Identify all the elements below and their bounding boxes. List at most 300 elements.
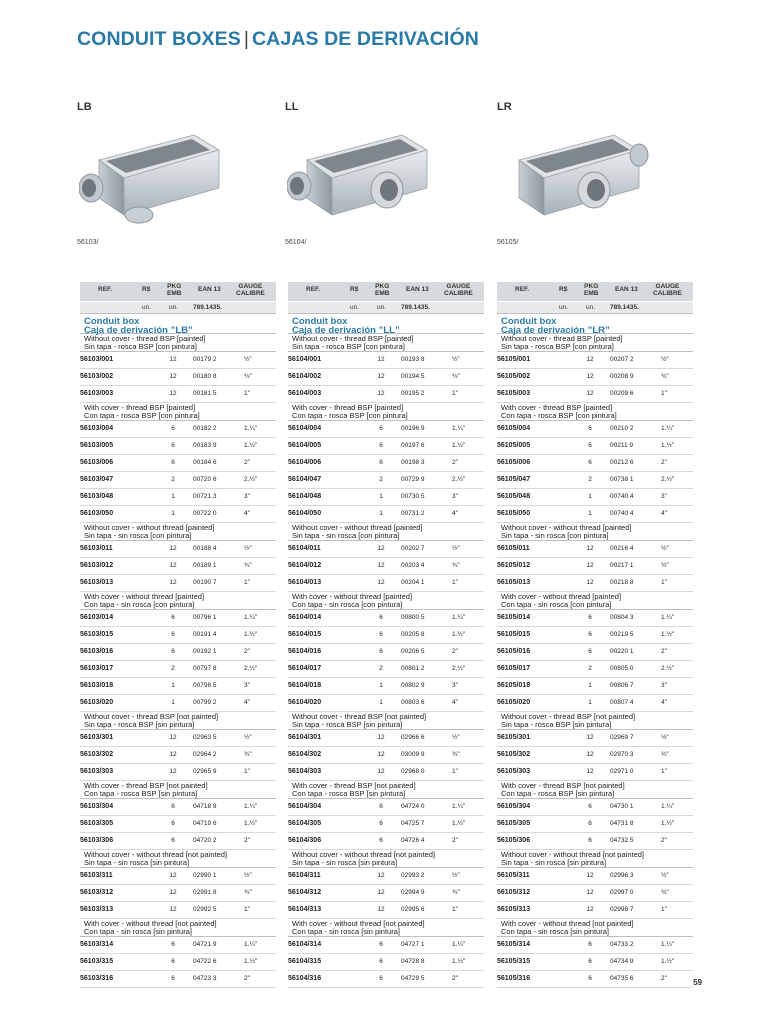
unit-pkg: un. — [586, 304, 596, 311]
gauge-size: 1.½" — [452, 958, 466, 965]
package-qty: 2 — [588, 665, 592, 672]
table-row — [80, 489, 276, 506]
ref-code: 56105/020 — [497, 699, 531, 706]
table-row — [80, 610, 276, 627]
package-qty: 6 — [588, 459, 592, 466]
group-desc-en: With cover - without thread [painted] — [501, 592, 622, 601]
ref-code: 56104/003 — [288, 390, 322, 397]
ref-code: 56105/016 — [497, 648, 531, 655]
table-row — [288, 661, 484, 678]
gauge-size: 1" — [244, 390, 250, 397]
ref-code: 56103/306 — [80, 837, 114, 844]
ref-code: 56103/015 — [80, 631, 114, 638]
ref-code: 56103/314 — [80, 941, 114, 948]
gauge-size: ¾" — [244, 889, 252, 896]
ref-code: 56104/002 — [288, 373, 322, 380]
ref-code: 56103/005 — [80, 442, 114, 449]
ref-code: 56103/301 — [80, 734, 114, 741]
table-row — [288, 438, 484, 455]
ean-code: 00805 0 — [610, 665, 634, 672]
ean-code: 00803 6 — [401, 699, 425, 706]
ref-code: 56105/002 — [497, 373, 531, 380]
package-qty: 12 — [586, 889, 594, 896]
ean-code: 04732 5 — [610, 837, 634, 844]
group-desc-es: Sin tapa - rosca BSP [sin pintura] — [501, 720, 612, 729]
photo-reference: 56104/ — [285, 239, 307, 246]
gauge-size: 1.¼" — [452, 425, 466, 432]
package-qty: 12 — [377, 734, 385, 741]
table-row — [80, 816, 276, 833]
package-qty: 12 — [169, 768, 177, 775]
ean-code: 00740 4 — [610, 510, 634, 517]
ref-code: 56105/001 — [497, 356, 531, 363]
package-qty: 6 — [171, 648, 175, 655]
ref-code: 56105/315 — [497, 958, 531, 965]
price-table — [497, 282, 693, 988]
gauge-size: 1.¼" — [661, 941, 675, 948]
package-qty: 6 — [588, 442, 592, 449]
table-row — [80, 971, 276, 988]
table-units-row — [80, 302, 276, 314]
table-row — [497, 369, 693, 386]
ref-code: 56104/306 — [288, 837, 322, 844]
unit-pkg: un. — [377, 304, 387, 311]
group-desc-es: Sin tapa - rosca BSP [con pintura] — [501, 342, 614, 351]
group-header — [497, 850, 693, 868]
ref-code: 56104/316 — [288, 975, 322, 982]
table-row — [288, 386, 484, 403]
ean-code: 02996 3 — [610, 872, 634, 879]
ref-code: 56104/315 — [288, 958, 322, 965]
gauge-size: 2" — [452, 975, 458, 982]
package-qty: 2 — [171, 665, 175, 672]
ean-code: 04722 6 — [193, 958, 217, 965]
ean-code: 00798 5 — [193, 682, 217, 689]
header-ref: REF. — [306, 286, 321, 293]
package-qty: 12 — [169, 562, 177, 569]
ref-code: 56103/017 — [80, 665, 114, 672]
ean-code: 00206 5 — [401, 648, 425, 655]
ean-code: 04725 7 — [401, 820, 425, 827]
table-header — [288, 282, 484, 302]
package-qty: 6 — [171, 837, 175, 844]
table-row — [288, 695, 484, 712]
gauge-size: ¾" — [244, 562, 252, 569]
package-qty: 6 — [379, 425, 383, 432]
group-header — [288, 712, 484, 730]
group-header — [497, 712, 693, 730]
header-ean: EAN 13 — [406, 286, 429, 293]
table-row — [288, 971, 484, 988]
package-qty: 1 — [379, 510, 383, 517]
ean-code: 02993 2 — [401, 872, 425, 879]
table-row — [497, 816, 693, 833]
ean-code: 02963 5 — [193, 734, 217, 741]
group-desc-es: Con tapa - sin rosca [con pintura] — [501, 600, 612, 609]
ean-code: 00740 4 — [610, 493, 634, 500]
group-desc-en: Without cover - thread BSP [not painted] — [501, 712, 636, 721]
table-row — [288, 541, 484, 558]
ref-code: 56103/013 — [80, 579, 114, 586]
ean-code: 00802 9 — [401, 682, 425, 689]
group-desc-es: Con tapa - rosca BSP [con pintura] — [84, 411, 200, 420]
ref-code: 56103/312 — [80, 889, 114, 896]
table-row — [497, 954, 693, 971]
table-row — [497, 352, 693, 369]
header-gauge-calibre: GAUGE CALIBRE — [236, 283, 265, 297]
group-desc-es: Sin tapa - sin rosca [sin pintura] — [84, 858, 190, 867]
ean-code: 00196 9 — [401, 425, 425, 432]
package-qty: 6 — [588, 958, 592, 965]
package-qty: 12 — [586, 545, 594, 552]
gauge-size: 1.½" — [661, 442, 675, 449]
group-desc-en: Without cover - thread BSP [painted] — [84, 334, 206, 343]
group-header — [497, 592, 693, 610]
gauge-size: 4" — [452, 699, 458, 706]
ean-code: 00212 6 — [610, 459, 634, 466]
table-row — [80, 954, 276, 971]
gauge-size: 2" — [244, 837, 250, 844]
ref-code: 56103/316 — [80, 975, 114, 982]
package-qty: 12 — [377, 768, 385, 775]
ean-code: 00208 9 — [610, 373, 634, 380]
group-desc-es: Con tapa - sin rosca [con pintura] — [84, 600, 195, 609]
ean-code: 00203 4 — [401, 562, 425, 569]
ref-code: 56105/305 — [497, 820, 531, 827]
gauge-size: 2" — [244, 975, 250, 982]
ref-code: 56104/001 — [288, 356, 322, 363]
ean-code: 00202 7 — [401, 545, 425, 552]
ean-code: 00210 2 — [610, 425, 634, 432]
gauge-size: 1" — [661, 906, 667, 913]
ean-code: 02966 6 — [401, 734, 425, 741]
ref-code: 56103/004 — [80, 425, 114, 432]
ean-code: 00730 5 — [401, 493, 425, 500]
ref-code: 56105/005 — [497, 442, 531, 449]
group-header — [497, 403, 693, 421]
ean-code: 00181 5 — [193, 390, 217, 397]
table-row — [288, 575, 484, 592]
ean-code: 00183 9 — [193, 442, 217, 449]
header-ean: EAN 13 — [615, 286, 638, 293]
table-row — [288, 954, 484, 971]
header-ref: REF. — [98, 286, 113, 293]
group-header — [288, 919, 484, 937]
ref-code: 56103/305 — [80, 820, 114, 827]
ean-code: 00190 7 — [193, 579, 217, 586]
ref-code: 56103/313 — [80, 906, 114, 913]
ean-code: 04729 5 — [401, 975, 425, 982]
ref-code: 56103/001 — [80, 356, 114, 363]
group-desc-en: With cover - without thread [painted] — [292, 592, 413, 601]
gauge-size: ¾" — [452, 373, 460, 380]
ref-code: 56105/011 — [497, 545, 530, 552]
ean-code: 02969 7 — [610, 734, 634, 741]
ean-code: 00804 3 — [610, 614, 634, 621]
ean-code: 00191 4 — [193, 631, 217, 638]
gauge-size: 4" — [452, 510, 458, 517]
group-header — [288, 523, 484, 541]
package-qty: 1 — [379, 682, 383, 689]
ref-code: 56105/306 — [497, 837, 531, 844]
header-rs: R$ — [350, 286, 359, 293]
ref-code: 56105/316 — [497, 975, 531, 982]
ean-code: 00204 1 — [401, 579, 425, 586]
header-rs: R$ — [559, 286, 568, 293]
package-qty: 2 — [171, 476, 175, 483]
ean-code: 02995 6 — [401, 906, 425, 913]
ean-code: 04719 6 — [193, 820, 217, 827]
ean-code: 00184 6 — [193, 459, 217, 466]
ref-code: 56105/012 — [497, 562, 531, 569]
gauge-size: 4" — [244, 699, 250, 706]
ref-code: 56105/015 — [497, 631, 531, 638]
gauge-size: 2" — [452, 459, 458, 466]
ref-code: 56104/302 — [288, 751, 322, 758]
gauge-size: 1.¼" — [452, 803, 466, 810]
ref-code: 56104/313 — [288, 906, 322, 913]
table-row — [497, 661, 693, 678]
group-desc-es: Sin tapa - sin rosca [sin pintura] — [292, 858, 398, 867]
gauge-size: 3" — [244, 682, 250, 689]
ref-code: 56104/018 — [288, 682, 322, 689]
table-row — [80, 506, 276, 523]
table-row — [80, 541, 276, 558]
table-row — [497, 747, 693, 764]
ean-code: 00207 2 — [610, 356, 634, 363]
package-qty: 1 — [588, 682, 592, 689]
package-qty: 12 — [586, 872, 594, 879]
ean-code: 04728 8 — [401, 958, 425, 965]
gauge-size: 2" — [452, 648, 458, 655]
ref-code: 56103/302 — [80, 751, 114, 758]
ean-code: 00179 2 — [193, 356, 217, 363]
gauge-size: 2" — [244, 648, 250, 655]
product-variant-label: LR — [497, 101, 512, 113]
table-row — [288, 489, 484, 506]
ean-code: 00189 1 — [193, 562, 217, 569]
table-row — [497, 971, 693, 988]
table-row — [288, 868, 484, 885]
group-desc-es: Sin tapa - sin rosca [sin pintura] — [501, 858, 607, 867]
table-row — [288, 472, 484, 489]
product-name-en: Conduit box — [84, 316, 140, 327]
ean-code: 04726 4 — [401, 837, 425, 844]
price-table — [80, 282, 276, 988]
ref-code: 56103/011 — [80, 545, 113, 552]
table-row — [497, 730, 693, 747]
gauge-size: 1.½" — [244, 442, 258, 449]
table-row — [497, 610, 693, 627]
package-qty: 12 — [586, 373, 594, 380]
package-qty: 6 — [379, 941, 383, 948]
ean-code: 00729 9 — [401, 476, 425, 483]
package-qty: 12 — [169, 872, 177, 879]
gauge-size: ¾" — [244, 373, 252, 380]
gauge-size: ½" — [661, 872, 669, 879]
package-qty: 1 — [588, 510, 592, 517]
package-qty: 6 — [379, 442, 383, 449]
gauge-size: 2.½" — [452, 476, 466, 483]
table-row — [497, 627, 693, 644]
unit-rs: un. — [350, 304, 360, 311]
ean-code: 00195 2 — [401, 390, 425, 397]
group-desc-en: With cover - thread BSP [painted] — [84, 403, 196, 412]
ean-code: 04730 1 — [610, 803, 634, 810]
ean-code: 00188 4 — [193, 545, 217, 552]
package-qty: 12 — [586, 906, 594, 913]
ean-code: 00801 2 — [401, 665, 425, 672]
group-desc-en: With cover - thread BSP [not painted] — [501, 781, 625, 790]
package-qty: 6 — [588, 837, 592, 844]
table-row — [80, 868, 276, 885]
ref-code: 56105/018 — [497, 682, 531, 689]
header-ean: EAN 13 — [198, 286, 221, 293]
ref-code: 56105/314 — [497, 941, 531, 948]
group-desc-es: Con tapa - rosca BSP [sin pintura] — [501, 789, 615, 798]
photo-reference: 56103/ — [77, 239, 99, 246]
gauge-size: 2.½" — [661, 665, 675, 672]
table-row — [288, 610, 484, 627]
package-qty: 6 — [588, 614, 592, 621]
gauge-size: ¾" — [452, 562, 460, 569]
ref-code: 56105/311 — [497, 872, 530, 879]
package-qty: 2 — [379, 665, 383, 672]
group-desc-en: Without cover - without thread [painted] — [501, 523, 632, 532]
group-header — [497, 919, 693, 937]
gauge-size: 2.½" — [244, 476, 258, 483]
table-row — [497, 678, 693, 695]
package-qty: 12 — [586, 562, 594, 569]
ean-code: 00720 6 — [193, 476, 217, 483]
package-qty: 12 — [169, 390, 177, 397]
gauge-size: ¾" — [452, 751, 460, 758]
ean-code: 00806 7 — [610, 682, 634, 689]
group-header — [288, 850, 484, 868]
ref-code: 56104/012 — [288, 562, 322, 569]
package-qty: 12 — [377, 373, 385, 380]
header-pkg-emb: PKG EMB — [167, 283, 182, 297]
page-title — [77, 28, 479, 51]
ean-code: 02965 9 — [193, 768, 217, 775]
ean-code: 02990 1 — [193, 872, 217, 879]
ref-code: 56103/003 — [80, 390, 114, 397]
ref-code: 56103/304 — [80, 803, 114, 810]
package-qty: 1 — [171, 510, 175, 517]
ean-code: 00192 1 — [193, 648, 217, 655]
table-row — [80, 438, 276, 455]
table-units-row — [288, 302, 484, 314]
ref-code: 56104/301 — [288, 734, 322, 741]
ref-code: 56103/018 — [80, 682, 114, 689]
group-desc-es: Con tapa - rosca BSP [sin pintura] — [292, 789, 406, 798]
gauge-size: 1" — [244, 579, 250, 586]
table-row — [497, 695, 693, 712]
table-units-row — [497, 302, 693, 314]
table-row — [288, 678, 484, 695]
group-header — [80, 919, 276, 937]
ean-code: 02998 7 — [610, 906, 634, 913]
title-en: CONDUIT BOXES — [77, 28, 241, 50]
package-qty: 2 — [379, 476, 383, 483]
package-qty: 1 — [379, 493, 383, 500]
table-row — [288, 885, 484, 902]
ref-code: 56104/303 — [288, 768, 322, 775]
group-header — [497, 781, 693, 799]
ean-code: 04724 0 — [401, 803, 425, 810]
gauge-size: 1" — [452, 906, 458, 913]
gauge-size: 1.½" — [452, 442, 466, 449]
group-header — [288, 592, 484, 610]
gauge-size: ½" — [244, 734, 252, 741]
table-row — [288, 506, 484, 523]
group-desc-es: Sin tapa - rosca BSP [sin pintura] — [292, 720, 403, 729]
table-row — [80, 764, 276, 781]
ref-code: 56104/006 — [288, 459, 322, 466]
product-name-en: Conduit box — [292, 316, 348, 327]
ean-code: 00180 8 — [193, 373, 217, 380]
ean-code: 00194 5 — [401, 373, 425, 380]
table-row — [497, 558, 693, 575]
package-qty: 6 — [588, 631, 592, 638]
package-qty: 12 — [169, 373, 177, 380]
group-desc-es: Sin tapa - sin rosca [con pintura] — [501, 531, 609, 540]
table-row — [80, 885, 276, 902]
package-qty: 12 — [169, 906, 177, 913]
ean-code: 04718 9 — [193, 803, 217, 810]
group-header — [80, 592, 276, 610]
gauge-size: 1.¼" — [661, 614, 675, 621]
gauge-size: ¾" — [661, 373, 669, 380]
gauge-size: 1.½" — [661, 631, 675, 638]
package-qty: 6 — [171, 975, 175, 982]
header-gauge-calibre: GAUGE CALIBRE — [653, 283, 682, 297]
package-qty: 6 — [379, 648, 383, 655]
gauge-size: ½" — [452, 872, 460, 879]
table-row — [497, 472, 693, 489]
header-gauge-calibre: GAUGE CALIBRE — [444, 283, 473, 297]
table-row — [497, 455, 693, 472]
ref-code: 56104/048 — [288, 493, 322, 500]
package-qty: 12 — [169, 889, 177, 896]
group-header — [80, 712, 276, 730]
product-name-en: Conduit box — [501, 316, 557, 327]
ean-code: 04731 8 — [610, 820, 634, 827]
gauge-size: 2.½" — [452, 665, 466, 672]
table-row — [288, 747, 484, 764]
gauge-size: 2" — [661, 648, 667, 655]
table-row — [497, 489, 693, 506]
gauge-size: 3" — [452, 493, 458, 500]
gauge-size: 1.¼" — [244, 614, 258, 621]
ref-code: 56104/312 — [288, 889, 322, 896]
gauge-size: 1.¼" — [244, 803, 258, 810]
gauge-size: ¾" — [452, 889, 460, 896]
table-row — [288, 558, 484, 575]
group-desc-es: Con tapa - sin rosca [sin pintura] — [501, 927, 609, 936]
ref-code: 56104/005 — [288, 442, 322, 449]
group-desc-en: With cover - thread BSP [not painted] — [292, 781, 416, 790]
gauge-size: 4" — [244, 510, 250, 517]
table-row — [80, 627, 276, 644]
product-variant-label: LL — [285, 101, 299, 113]
ref-code: 56104/015 — [288, 631, 322, 638]
product-name-es: Caja de derivación ”LL” — [292, 325, 400, 336]
gauge-size: 3" — [244, 493, 250, 500]
gauge-size: 2.½" — [661, 476, 675, 483]
package-qty: 6 — [379, 803, 383, 810]
ref-code: 56104/314 — [288, 941, 322, 948]
